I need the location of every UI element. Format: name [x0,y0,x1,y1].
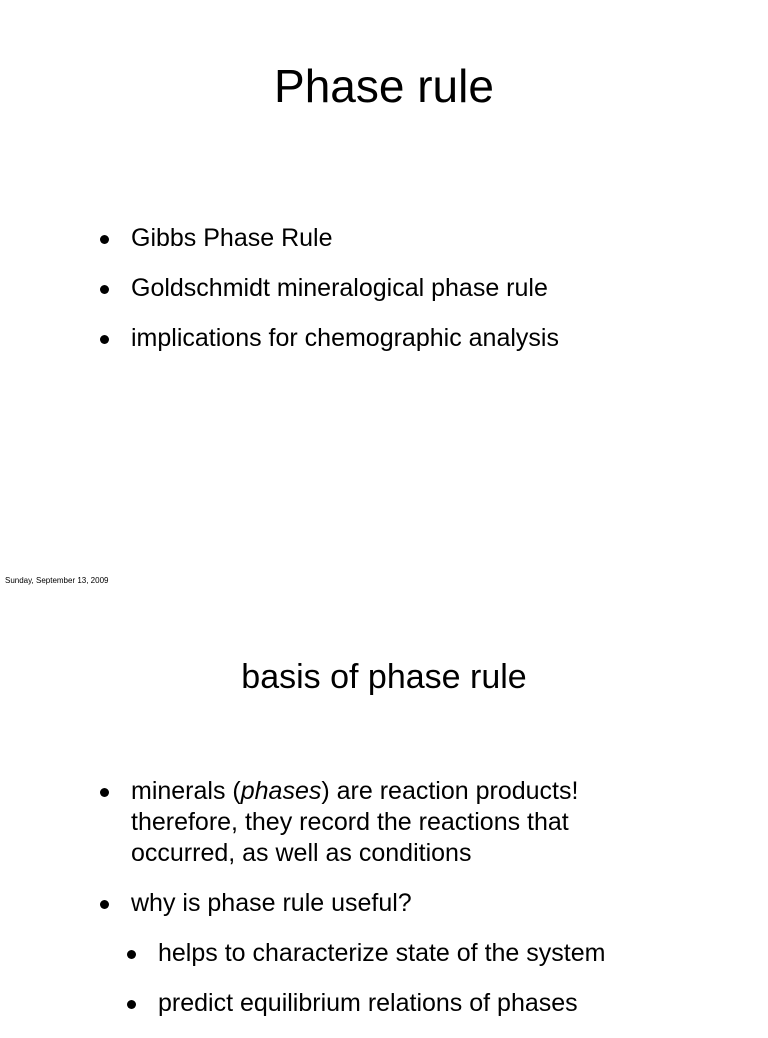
sub-bullet-item [123,938,605,969]
bullet-text: implications for chemographic analysis [131,324,559,352]
bullet-dot-icon [127,1000,136,1009]
bullet-dot-icon [100,285,109,294]
date-stamp: Sunday, September 13, 2009 [5,576,109,585]
bullet-item [96,273,559,304]
bullet-text: Goldschmidt mineralogical phase rule [131,274,548,302]
slide-title: Phase rule [274,60,494,112]
emphasis-text: phases [240,777,322,805]
bullet-dot-icon [100,335,109,344]
bullet-item [96,776,605,869]
bullet-dot-icon [127,950,136,959]
bullet-dot-icon [100,235,109,244]
slide-2 [0,590,768,1024]
bullet-text-prefix: minerals ( [131,777,241,805]
bullet-dot-icon [100,788,109,797]
bullet-text: predict equilibrium relations of phases [158,989,578,1017]
sub-bullet-item [123,988,605,1019]
bullet-text-suffix: ) are reaction products! [321,777,579,805]
bullet-list [96,223,559,373]
bullet-text: helps to characterize state of the system [158,939,606,967]
bullet-text-line: occurred, as well as conditions [131,839,472,867]
bullet-text [131,777,578,867]
bullet-text: Gibbs Phase Rule [131,224,333,252]
bullet-text-line: therefore, they record the reactions that [131,808,569,836]
bullet-dot-icon [100,900,109,909]
slide-title: basis of phase rule [241,658,527,696]
bullet-item [96,223,559,254]
bullet-item [96,888,605,919]
bullet-text: why is phase rule useful? [131,889,412,917]
bullet-item [96,323,559,354]
bullet-list [96,776,605,1038]
